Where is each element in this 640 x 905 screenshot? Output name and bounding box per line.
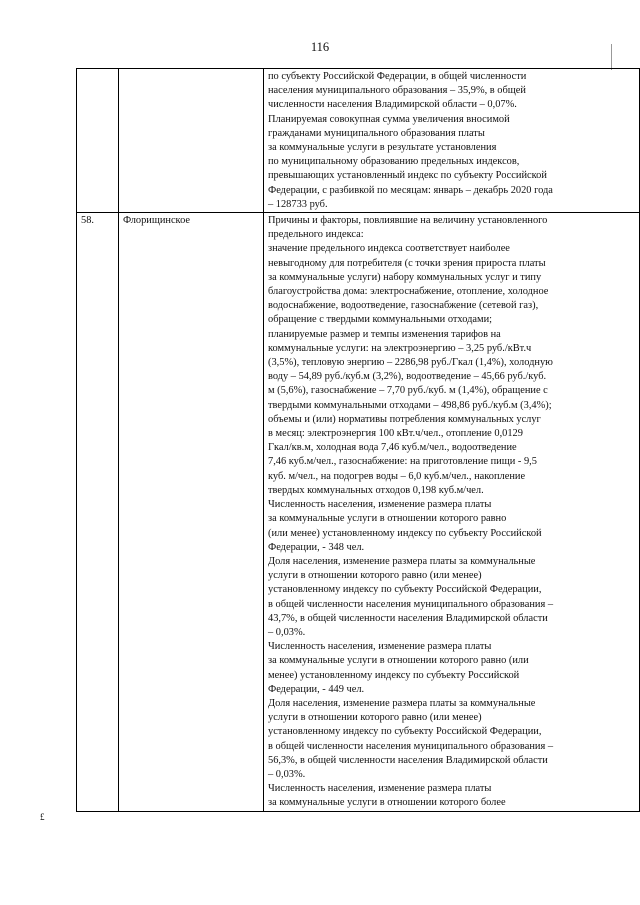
text-line: по субъекту Российской Федерации, в общей численности: [268, 71, 527, 82]
text-line: за коммунальные услуги в результате установления: [268, 142, 497, 154]
text-line: благоустройства дома: электроснабжение, отопление, холодное: [268, 286, 549, 298]
text-line: в общей численности населения муниципального образования –: [268, 740, 554, 752]
table-body: [77, 69, 640, 812]
text-line: установленному индексу по субъекту Российской Федерации,: [268, 726, 542, 738]
text-line: численности населения Владимирской области – 0,07%.: [268, 99, 517, 111]
text-line: воду – 54,89 руб./куб.м (3,2%), водоотведение – 45,66 руб./куб.: [268, 371, 547, 383]
text-line: услуги в отношении которого равно (или менее): [268, 570, 482, 582]
text-line: Доля населения, изменение размера платы за коммунальные: [268, 697, 536, 709]
text-line: (3,5%), тепловую энергию – 2286,98 руб./Гкал (1,4%), холодную: [268, 357, 553, 369]
text-line: 7,46 куб.м/чел., газоснабжение: на приготовление пищи - 9,5: [268, 456, 537, 468]
text-line: за коммунальные услуги в отношении которого равно (или: [268, 655, 529, 667]
text-line: – 0,03%.: [268, 626, 306, 638]
text-line: предельного индекса:: [268, 229, 364, 241]
text-line: Доля населения, изменение размера платы за коммунальные: [268, 555, 536, 567]
text-line: установленному индексу по субъекту Российской Федерации,: [268, 584, 542, 596]
text-line: Федерации, - 348 чел.: [268, 541, 365, 553]
text-line: в общей численности населения муниципального образования –: [268, 598, 554, 610]
description-cell: [264, 213, 640, 812]
text-line: населения муниципального образования – 35,9%, в общей: [268, 85, 526, 97]
text-line: объемы и (или) нормативы потребления коммунальных услуг: [268, 413, 541, 425]
text-line: Федерации, с разбивкой по месяцам: январь – декабрь 2020 года: [268, 184, 553, 196]
text-line: за коммунальные услуги в отношении которого равно: [268, 513, 507, 525]
text-line: услуги в отношении которого равно (или менее): [268, 712, 482, 724]
scan-edge-mark: [611, 44, 612, 70]
text-line: Гкал/кв.м, холодная вода 7,46 куб.м/чел., водоотведение: [268, 442, 517, 454]
text-line: 56,3%, в общей численности населения Владимирской области: [268, 754, 548, 766]
text-line: 43,7%, в общей численности населения Владимирской области: [268, 612, 548, 624]
text-line: Численность населения, изменение размера платы: [268, 783, 492, 795]
text-line: водоснабжение, водоотведение, газоснабжение (сетевой газ),: [268, 300, 539, 312]
text-line: м (5,6%), газоснабжение – 7,70 руб./куб. м (1,4%), обращение с: [268, 385, 548, 397]
text-line: Планируемая совокупная сумма увеличения вносимой: [268, 113, 510, 125]
text-line: – 128733 руб.: [268, 198, 328, 210]
municipality-name-cell: Флорищинское: [119, 213, 264, 812]
margin-mark: £: [40, 812, 45, 822]
page-number: 116: [310, 40, 330, 54]
text-line: Численность населения, изменение размера платы: [268, 641, 492, 653]
text-line: (или менее) установленному индексу по субъекту Российской: [268, 527, 542, 539]
description-cell: [264, 69, 640, 213]
text-line: обращение с твердыми коммунальными отходами;: [268, 314, 493, 326]
text-line: значение предельного индекса соответствует наиболее: [268, 243, 510, 255]
text-line: Причины и факторы, повлиявшие на величину установленного: [268, 215, 548, 227]
text-line: Федерации, - 449 чел.: [268, 683, 365, 695]
text-line: за коммунальные услуги в отношении которого более: [268, 797, 506, 809]
text-line: Численность населения, изменение размера платы: [268, 499, 492, 511]
text-line: твердыми коммунальными отходами – 498,86 руб./куб.м (3,4%);: [268, 399, 552, 411]
table-row: [77, 213, 640, 812]
text-line: твердых коммунальных отходов 0,198 куб.м/чел.: [268, 484, 484, 496]
text-line: коммунальные услуги: на электроэнергию – 3,25 руб./кВт.ч: [268, 342, 532, 354]
text-line: – 0,03%.: [268, 768, 306, 780]
text-line: планируемые размер и темпы изменения тарифов на: [268, 328, 501, 340]
text-line: за коммунальные услуги) набору коммунальных услуг и типу: [268, 271, 542, 283]
document-table: [76, 68, 640, 812]
text-line: гражданами муниципального образования платы: [268, 127, 485, 139]
text-line: куб. м/чел., на подогрев воды – 6,0 куб.м/чел., накопление: [268, 470, 526, 482]
text-line: по муниципальному образованию предельных индексов,: [268, 156, 520, 168]
row-number-cell: [77, 69, 119, 213]
text-line: менее) установленному индексу по субъекту Российской: [268, 669, 520, 681]
text-line: невыгодному для потребителя (с точки зрения прироста платы: [268, 257, 546, 269]
text-line: в месяц: электроэнергия 100 кВт.ч/чел., отопление 0,0129: [268, 428, 523, 440]
text-line: превышающих установленный индекс по субъекту Российской: [268, 170, 547, 182]
row-number-cell: 58.: [77, 213, 119, 812]
municipality-name-cell: [119, 69, 264, 213]
table-row: [77, 69, 640, 213]
